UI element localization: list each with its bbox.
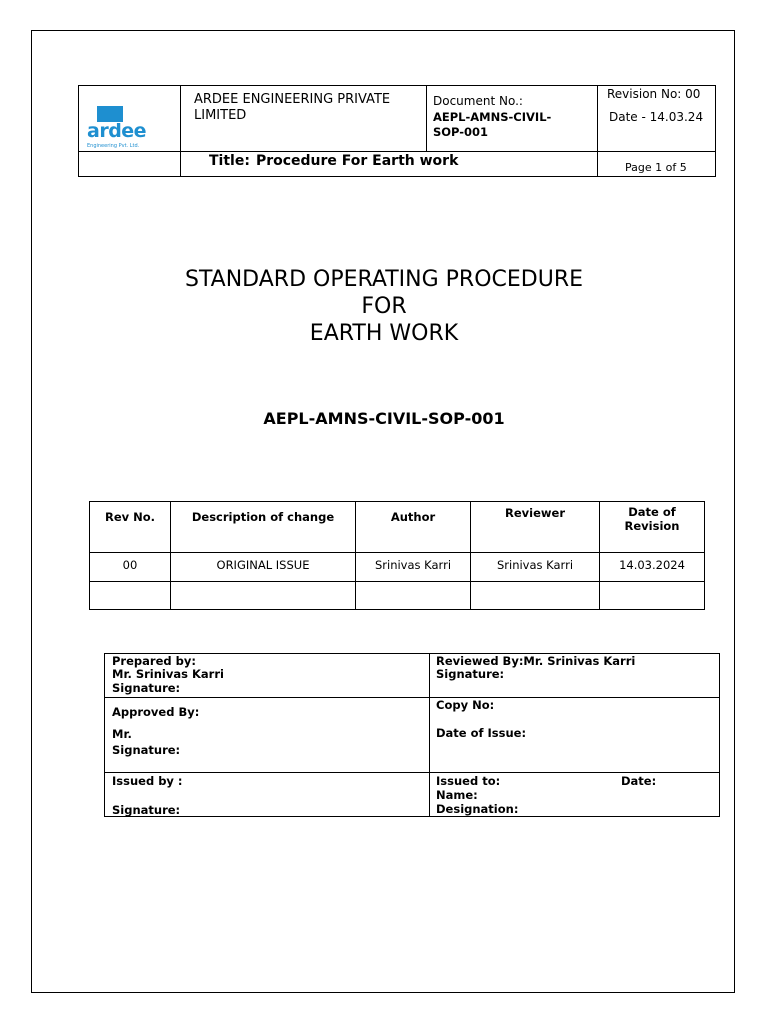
prepared-by-label: Prepared by: — [112, 654, 196, 668]
prepared-by-name: Mr. Srinivas Karri — [112, 667, 224, 681]
issued-by-label: Issued by : — [112, 774, 183, 788]
header-date-of-revision: Date of Revision — [600, 502, 705, 553]
header-rev-no: Rev No. — [90, 502, 171, 553]
issued-signature-label: Signature: — [112, 803, 181, 817]
document-header — [78, 85, 716, 177]
cell-author: Srinivas Karri — [356, 553, 471, 582]
revision-date: Date - 14.03.24 — [609, 110, 704, 124]
table-header-row — [90, 502, 705, 553]
revision-number: Revision No: 00 — [607, 87, 701, 101]
name-label: Name: — [436, 788, 478, 802]
sop-code: AEPL-AMNS-CIVIL-SOP-001 — [263, 409, 505, 428]
cell-empty — [171, 582, 356, 610]
approved-by-label: Approved By: — [112, 705, 200, 719]
cell-empty — [90, 582, 171, 610]
cell-description: ORIGINAL ISSUE — [171, 553, 356, 582]
page-indicator: Page 1 of 5 — [625, 161, 687, 174]
copy-no-label: Copy No: — [436, 698, 495, 712]
logo-word: ardee — [87, 120, 147, 142]
revision-table — [89, 501, 705, 610]
document-number-label: Document No.: — [433, 94, 523, 108]
approval-block — [104, 653, 720, 817]
approved-signature-label: Signature: — [112, 743, 181, 757]
table-row — [90, 582, 705, 610]
company-name: ARDEE ENGINEERING PRIVATE LIMITED — [194, 92, 391, 123]
reviewed-signature-label: Signature: — [436, 667, 505, 681]
company-logo — [87, 106, 145, 150]
prepared-signature-label: Signature: — [112, 681, 181, 695]
title-label: Title: — [209, 153, 250, 169]
approved-by-name: Mr. — [112, 727, 132, 741]
header-author: Author — [356, 502, 471, 553]
document-number: AEPL-AMNS-CIVIL-SOP-001 — [433, 110, 552, 139]
reviewed-by-label: Reviewed By:Mr. Srinivas Karri — [436, 654, 636, 668]
cell-empty — [600, 582, 705, 610]
document-title — [209, 153, 458, 169]
issue-date-label: Date: — [621, 774, 657, 788]
main-title-line-1: STANDARD OPERATING PROCEDURE — [184, 267, 584, 292]
date-of-issue-label: Date of Issue: — [436, 726, 527, 740]
main-title-line-2: FOR — [361, 294, 407, 319]
cell-empty — [356, 582, 471, 610]
cell-date: 14.03.2024 — [600, 553, 705, 582]
logo-subtext: Engineering Pvt. Ltd. — [87, 143, 140, 149]
main-title — [0, 266, 768, 347]
cell-rev-no: 00 — [90, 553, 171, 582]
cell-reviewer: Srinivas Karri — [471, 553, 600, 582]
title-text: Procedure For Earth work — [255, 153, 459, 169]
main-title-line-3: EARTH WORK — [309, 321, 459, 346]
issued-to-label: Issued to: — [436, 774, 501, 788]
header-reviewer: Reviewer — [471, 502, 600, 553]
header-description: Description of change — [171, 502, 356, 553]
table-row — [90, 553, 705, 582]
cell-empty — [471, 582, 600, 610]
designation-label: Designation: — [436, 802, 519, 816]
